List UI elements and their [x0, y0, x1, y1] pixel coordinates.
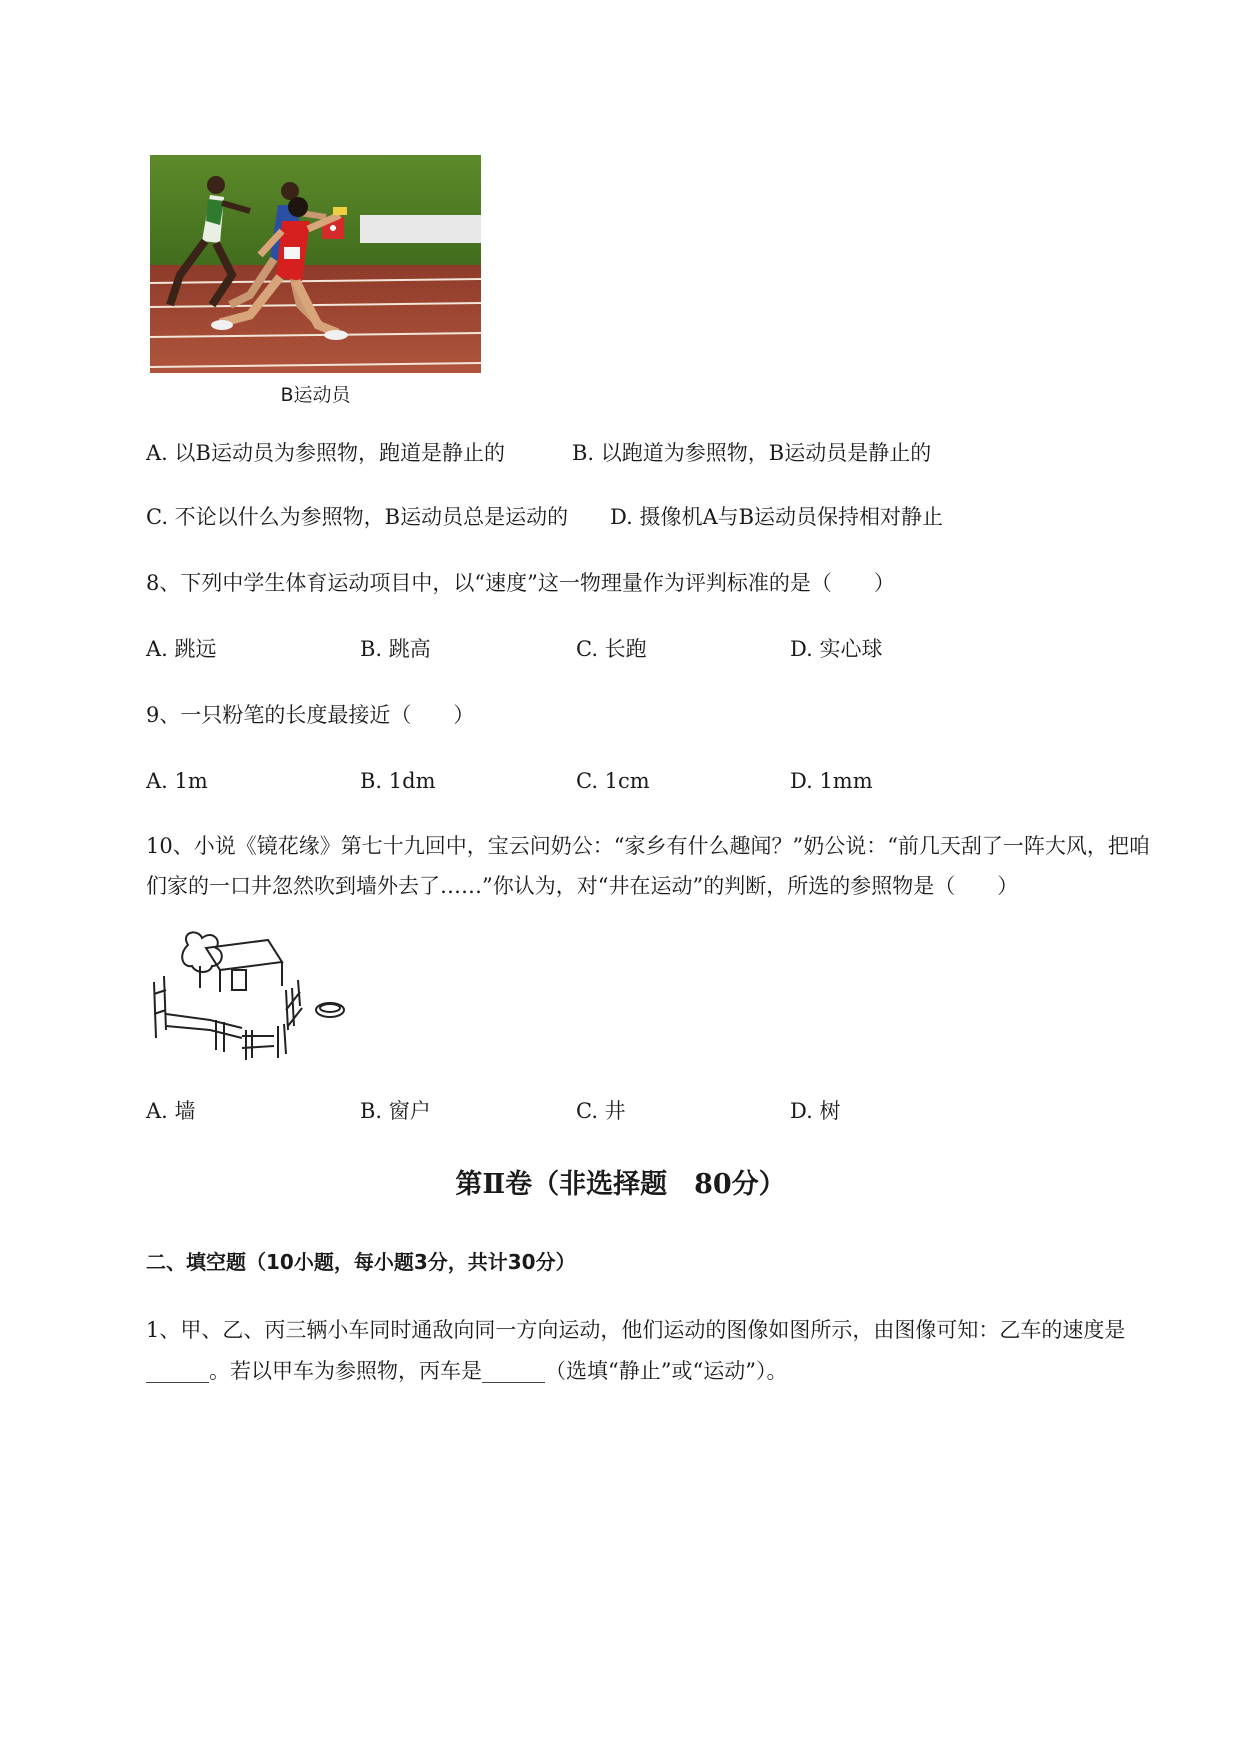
- fill-question-1: 1、甲、乙、丙三辆小车同时通敌向同一方向运动，他们运动的图像如图所示，由图像可知：乙车的速度是______。若以甲车为参照物，丙车是______（选填“静止”或“运动”）。: [146, 1318, 1126, 1383]
- q7-option-d[interactable]: D. 摄像机A与B运动员保持相对静止: [610, 505, 944, 529]
- q8-option-c[interactable]: C. 长跑: [576, 637, 647, 661]
- q9-option-a[interactable]: A. 1m: [146, 769, 208, 793]
- q7-option-c[interactable]: C. 不论以什么为参照物，B运动员总是运动的: [146, 505, 569, 529]
- section-heading: 二、填空题（10小题，每小题3分，共计30分）: [146, 1250, 576, 1274]
- q9-option-b[interactable]: B. 1dm: [360, 769, 436, 793]
- q10-option-d[interactable]: D. 树: [790, 1099, 841, 1123]
- q7-option-b[interactable]: B. 以跑道为参照物，B运动员是静止的: [572, 441, 932, 465]
- q8-option-a[interactable]: A. 跳远: [146, 637, 217, 661]
- q10-option-a[interactable]: A. 墙: [146, 1099, 196, 1123]
- q8-option-b[interactable]: B. 跳高: [360, 637, 431, 661]
- q8-stem: 8、下列中学生体育运动项目中，以“速度”这一物理量作为评判标准的是（ ）: [146, 571, 895, 595]
- sprinters-photo: [150, 155, 481, 373]
- photo-caption: B运动员: [280, 384, 351, 406]
- house-well-illustration: [150, 930, 360, 1060]
- q7-option-a[interactable]: A. 以B运动员为参照物，跑道是静止的: [146, 441, 505, 465]
- q10-option-b[interactable]: B. 窗户: [360, 1099, 431, 1123]
- q9-option-c[interactable]: C. 1cm: [576, 769, 650, 793]
- part2-title: 第Ⅱ卷（非选择题 80分）: [455, 1169, 786, 1200]
- q9-stem: 9、一只粉笔的长度最接近（ ）: [146, 703, 475, 727]
- q8-option-d[interactable]: D. 实心球: [790, 637, 883, 661]
- q10-stem: 10、小说《镜花缘》第七十九回中，宝云问奶公：“家乡有什么趣闻？”奶公说：“前几天刮了一阵大风，把咱们家的一口井忽然吹到墙外去了……”你认为，对“井在运动”的判断，所选的参照物是（ ）: [146, 834, 1150, 898]
- q10-option-c[interactable]: C. 井: [576, 1099, 626, 1123]
- q9-option-d[interactable]: D. 1mm: [790, 769, 873, 793]
